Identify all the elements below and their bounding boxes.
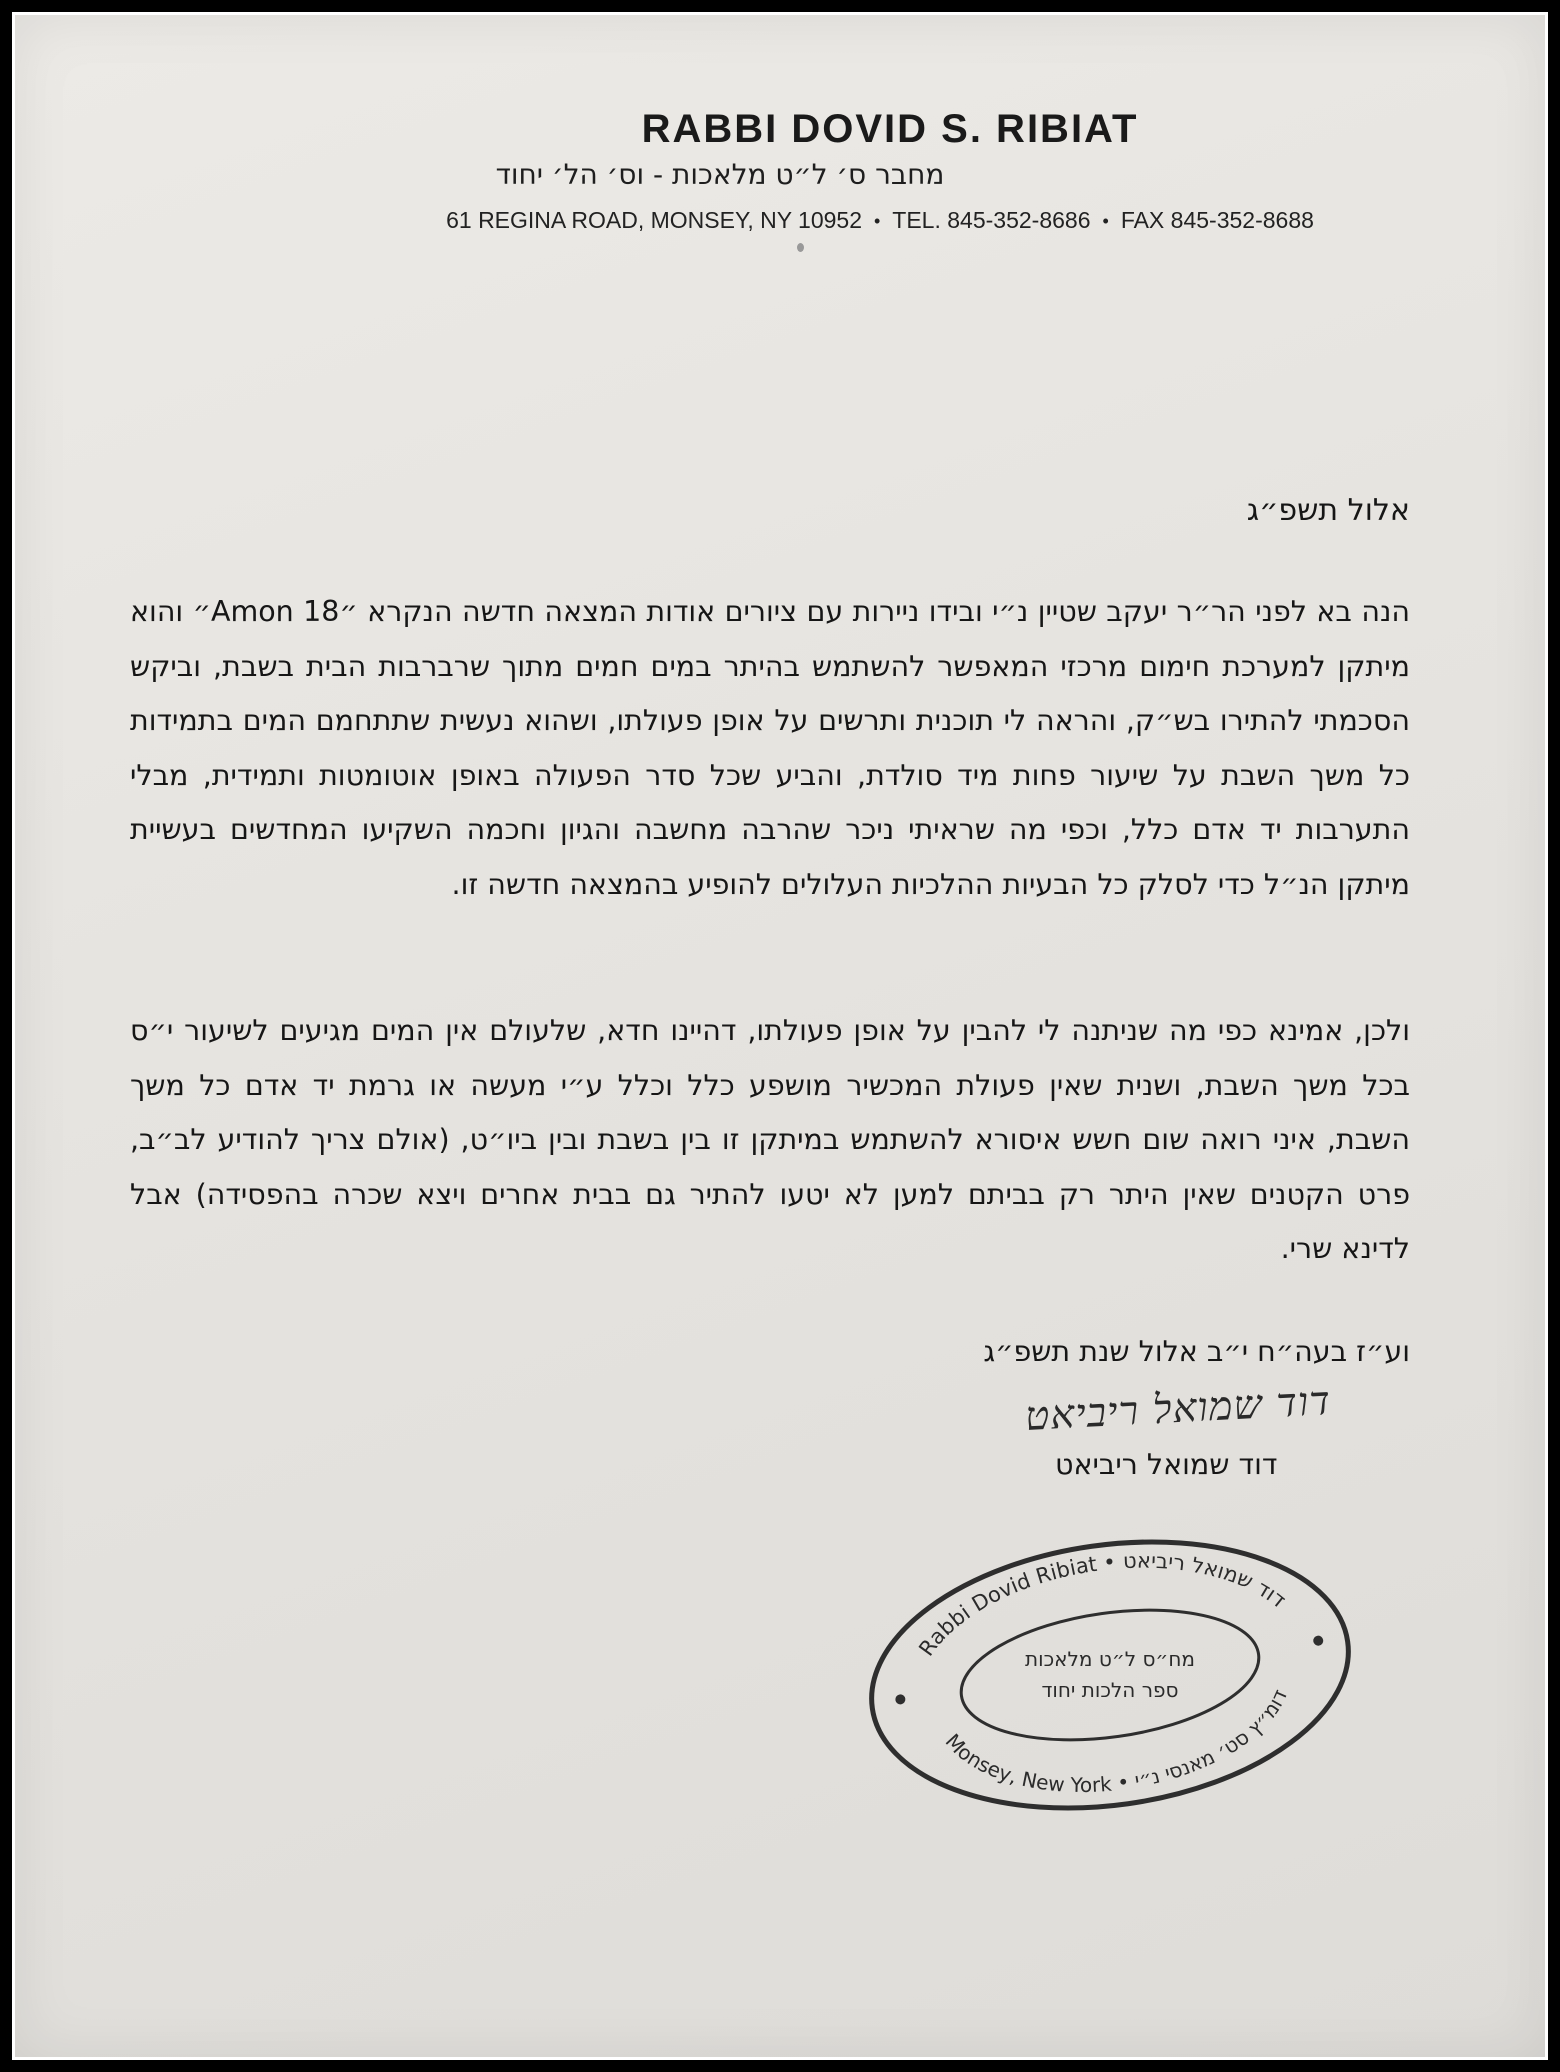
signer-name: דוד שמואל ריביאט xyxy=(1055,1448,1278,1481)
bullet-separator: • xyxy=(1102,211,1109,232)
letter-paper xyxy=(12,12,1548,2060)
stamp-dot xyxy=(1313,1635,1324,1646)
letter-date: אלול תשפ״ג xyxy=(1246,493,1410,528)
letterhead-address: 61 REGINA ROAD, MONSEY, NY 10952 xyxy=(446,207,862,233)
stamp-inner-line-1: מח״ס ל״ט מלאכות xyxy=(1025,1647,1195,1671)
stamp-inner-line-2: ספר הלכות יחוד xyxy=(1041,1678,1179,1702)
letter-paragraph-1: הנה בא לפני הר״ר יעקב שטיין נ״י ובידו ניירות עם ציורים אודות המצאה חדשה הנקרא ״Amon 18״ והוא מיתקן למערכת חימום מרכזי המאפשר להשתמש בהיתר במים חמים מתוך שרברבות הבית בשבת, וביקש הסכמתי להתירו בש״ק, והראה לי תוכנית ותרשים על אופן פעולתו, ושהוא נעשית שתתחמם המים בתמידות כל משך השבת על שיעור פחות מיד סולדת, והביע שכל סדר הפעולה באופן אוטומטות ותמידית, מבלי התערבות יד אדם כלל, וכפי מה שראיתי ניכר שהרבה מחשבה והגיון וחכמה השקיעו המחדשים בעשיית מיתקן הנ״ל כדי לסלק כל הבעיות ההלכיות העלולים להופיע בהמצאה חדשה זו. xyxy=(130,595,1410,901)
stamp-inner-ring xyxy=(953,1593,1267,1758)
letterhead-name: RABBI DOVID S. RIBIAT xyxy=(641,107,1139,151)
stamp-graphic xyxy=(855,1530,1365,1820)
letterhead-fax: FAX 845-352-8688 xyxy=(1120,207,1314,233)
stamp-text-bottom: Monsey, New York • דומ״ץ סט׳ מאנסי נ״י xyxy=(940,1685,1292,1798)
handwritten-signature: דוד שמואל ריביאט xyxy=(1024,1378,1333,1440)
letter-closing: וע״ז בעה״ח י״ב אלול שנת תשפ״ג xyxy=(983,1335,1410,1368)
letter-paragraph-2: ולכן, אמינא כפי מה שניתנה לי להבין על אופן פעולתו, דהיינו חדא, שלעולם אין המים מגיעים לשיעור י״ס בכל משך השבת, ושנית שאין פעולת המכשיר מושפע כלל וכלל ע״י מעשה או גרמת יד אדם כל משך השבת, איני רואה שום חשש איסורא להשתמש במיתקן זו בין בשבת ובין ביו״ט, (אולם צריך להודיע לב״ב, פרט הקטנים שאין היתר רק בביתם למען לא יטעו להתיר גם בבית אחרים ויצא שכרה בהפסידה) אבל לדינא שרי. xyxy=(130,1014,1410,1265)
bullet-separator: • xyxy=(873,211,881,232)
letterhead-subtitle: מחבר ס׳ ל״ט מלאכות - וס׳ הל׳ יחוד xyxy=(495,158,945,191)
letterhead-contact xyxy=(15,207,1545,234)
stamp-text-top: Rabbi Dovid Ribiat • דוד שמואל ריביאט xyxy=(914,1548,1291,1661)
paper-speck xyxy=(797,243,804,252)
rabbinic-stamp xyxy=(855,1530,1365,1820)
letterhead-telephone: TEL. 845-352-8686 xyxy=(892,207,1091,233)
